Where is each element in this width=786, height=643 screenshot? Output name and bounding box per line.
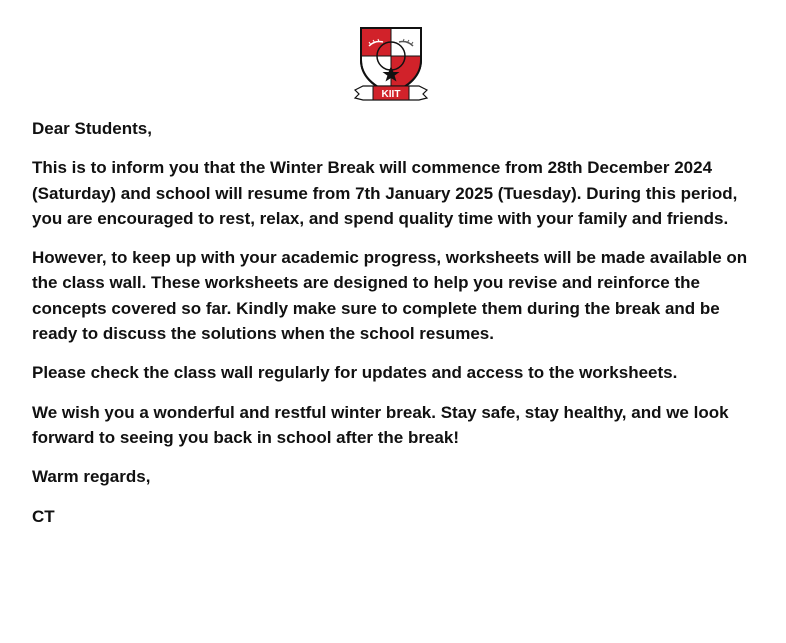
letter-signature: CT (32, 506, 55, 526)
letter-greeting: Dear Students, (32, 119, 152, 138)
crest-banner-text: KIIT (381, 89, 401, 100)
letter-paragraph-wishes: We wish you a wonderful and restful winter break. Stay safe, stay healthy, and we look forward to seeing you back in school after the break! (32, 402, 729, 447)
letter-closing: Warm regards, (32, 467, 151, 487)
letter-paragraph-class-wall: Please check the class wall regularly for updates and access to the worksheets. (32, 363, 678, 383)
letter-paragraph-worksheets: However, to keep up with your academic progress, worksheets will be made available on the class wall. These worksheets are designed to help you revise and reinforce the concepts covered so far. Kindly make sure to complete them during the break and be ready to discuss the solutions when the school resumes. (32, 248, 748, 344)
letter-paragraph-winter-break: This is to inform you that the Winter Break will commence from 28th December 2024 (Saturday) and school will resume from 7th January 2025 (Tuesday). During this period, you are encouraged to rest, relax, and spend quality time with your family and friends. (32, 158, 738, 228)
notice-letter (32, 116, 762, 543)
school-crest-logo (351, 24, 431, 104)
